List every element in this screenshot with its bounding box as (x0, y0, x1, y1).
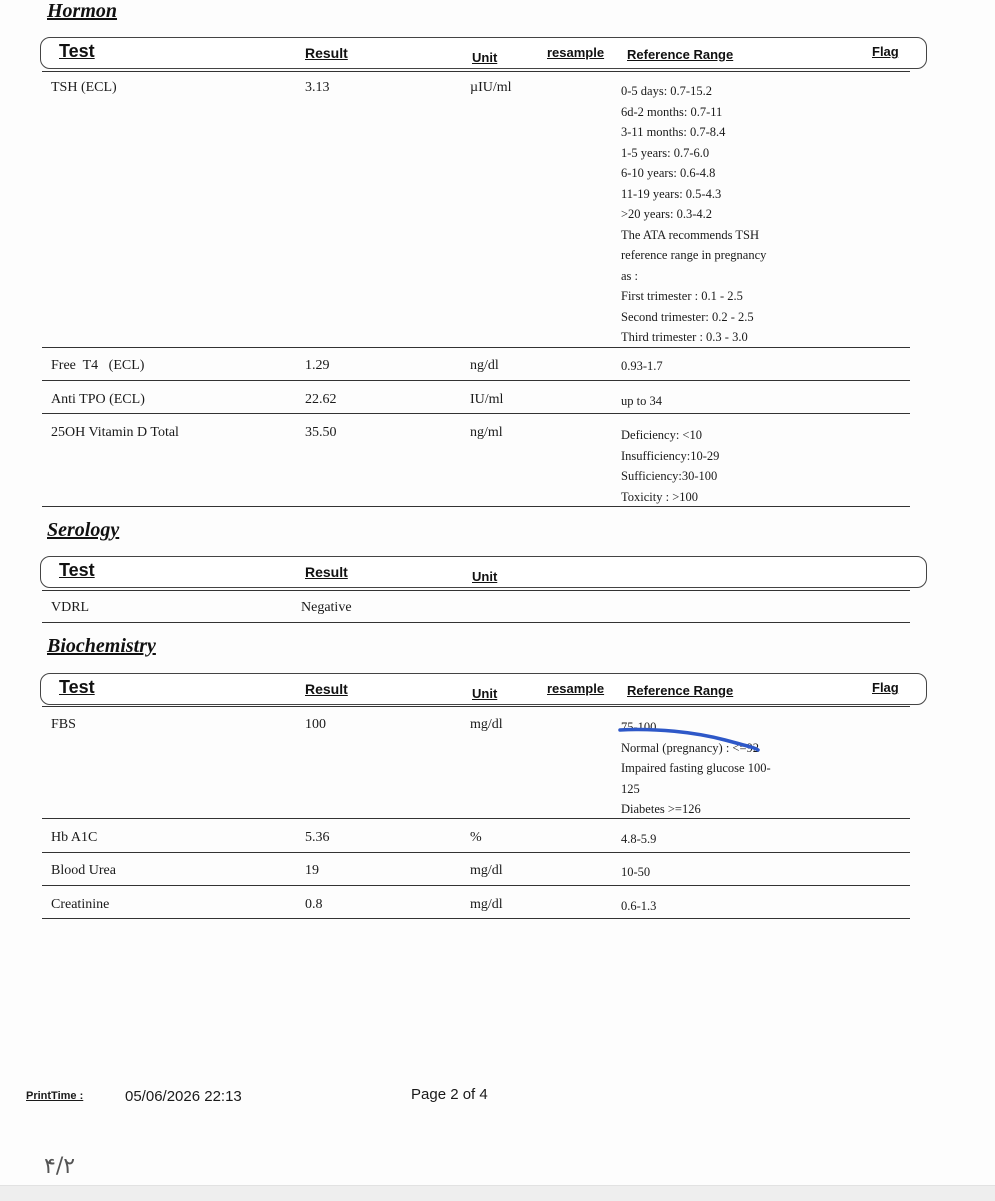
header-flag: Flag (872, 680, 899, 695)
ref-line: Sufficiency:30-100 (621, 469, 718, 483)
ref-line: Toxicity : >100 (621, 489, 699, 504)
test-result: 5.36 (305, 830, 330, 845)
row-rule (42, 347, 910, 348)
test-unit: ng/dl (470, 358, 499, 373)
test-unit: IU/ml (470, 392, 504, 407)
ref-line: 6-10 years: 0.6-4.8 (621, 166, 716, 180)
reference-range (621, 81, 766, 348)
section-title-biochemistry: Biochemistry (47, 635, 156, 657)
row-rule (42, 918, 910, 919)
header-unit: Unit (472, 686, 498, 701)
header-rule (42, 706, 910, 707)
header-result: Result (305, 564, 348, 580)
test-name: Blood Urea (51, 863, 116, 878)
header-reference-range: Reference Range (627, 683, 734, 698)
test-name: Free T4 (ECL) (51, 358, 145, 373)
ref-line: Insufficiency:10-29 (621, 448, 720, 463)
test-result: 100 (305, 717, 326, 732)
test-result: 35.50 (305, 425, 337, 440)
ref-line: 6d-2 months: 0.7-11 (621, 104, 723, 119)
ref-line: Normal (pregnancy) : <=92 (621, 740, 760, 755)
ref-line: as : (621, 268, 639, 283)
ref-line: 3-11 months: 0.7-8.4 (621, 125, 726, 139)
test-result: 1.29 (305, 358, 330, 373)
ref-line: >20 years: 0.3-4.2 (621, 207, 713, 221)
table-header-hormon (40, 37, 927, 69)
header-flag: Flag (872, 44, 899, 59)
ref-line: Third trimester : 0.3 - 3.0 (621, 330, 748, 344)
test-unit: mg/dl (470, 897, 503, 912)
table-header-serology (40, 556, 927, 588)
row-rule (42, 885, 910, 886)
test-name: FBS (51, 717, 76, 732)
header-result: Result (305, 45, 348, 61)
reference-range (621, 896, 656, 917)
header-result: Result (305, 681, 348, 697)
row-rule (42, 380, 910, 381)
ref-line: 75-100 (621, 720, 657, 734)
test-unit: mg/dl (470, 717, 503, 732)
ref-line: 0.6-1.3 (621, 899, 657, 913)
test-name: Creatinine (51, 897, 110, 912)
ref-line: 10-50 (621, 865, 651, 879)
ref-line: reference range in pregnancy (621, 248, 767, 262)
header-unit: Unit (472, 50, 498, 65)
reference-range (621, 425, 719, 507)
table-header-biochemistry (40, 673, 927, 705)
section-title-hormon: Hormon (47, 0, 118, 22)
print-time-label: PrintTime : (26, 1090, 84, 1102)
ref-line: 11-19 years: 0.5-4.3 (621, 186, 722, 201)
header-unit: Unit (472, 569, 498, 584)
ref-line: 0.93-1.7 (621, 359, 663, 373)
header-resample: resample (547, 681, 605, 696)
row-rule (42, 413, 910, 414)
test-name: 25OH Vitamin D Total (51, 425, 179, 440)
row-rule (42, 506, 910, 507)
page-number: Page 2 of 4 (411, 1086, 488, 1103)
reference-range (621, 391, 662, 412)
test-result: 0.8 (305, 897, 323, 912)
test-result: 22.62 (305, 392, 337, 407)
ref-line: 1-5 years: 0.7-6.0 (621, 145, 710, 160)
reference-range (621, 829, 656, 850)
header-rule (42, 590, 910, 591)
header-reference-range: Reference Range (627, 47, 734, 62)
section-title-serology: Serology (47, 519, 120, 541)
reference-range (621, 356, 663, 377)
test-result: 3.13 (305, 80, 330, 95)
test-unit: µIU/ml (470, 80, 512, 95)
header-rule (42, 71, 910, 72)
test-name: Anti TPO (ECL) (51, 392, 145, 407)
ref-line: First trimester : 0.1 - 2.5 (621, 289, 743, 303)
test-name: TSH (ECL) (51, 80, 117, 95)
test-name: Hb A1C (51, 830, 98, 845)
ref-line: 125 (621, 781, 640, 796)
ref-line: 4.8-5.9 (621, 832, 657, 846)
ref-line: The ATA recommends TSH (621, 227, 759, 242)
viewer-bottom-strip (0, 1185, 995, 1201)
row-rule (42, 818, 910, 819)
header-test: Test (59, 41, 95, 61)
header-test: Test (59, 560, 95, 580)
test-name: VDRL (51, 600, 90, 615)
print-time-value: 05/06/2026 22:13 (125, 1088, 242, 1105)
ref-line: up to 34 (621, 394, 662, 408)
ref-line: Diabetes >=126 (621, 802, 701, 816)
header-resample: resample (547, 45, 605, 60)
test-result: Negative (301, 600, 352, 615)
ref-line: Deficiency: <10 (621, 428, 702, 442)
test-result: 19 (305, 863, 319, 878)
test-unit: mg/dl (470, 863, 503, 878)
reference-range (621, 862, 650, 883)
ref-line: Impaired fasting glucose 100- (621, 761, 771, 775)
handwritten-page-number: ۴/۲ (44, 1154, 76, 1179)
test-unit: % (470, 830, 482, 845)
test-unit: ng/ml (470, 425, 503, 440)
row-rule (42, 622, 910, 623)
ref-line: 0-5 days: 0.7-15.2 (621, 84, 712, 98)
row-rule (42, 852, 910, 853)
pen-mark (615, 722, 785, 758)
header-test: Test (59, 677, 95, 697)
ref-line: Second trimester: 0.2 - 2.5 (621, 309, 754, 324)
